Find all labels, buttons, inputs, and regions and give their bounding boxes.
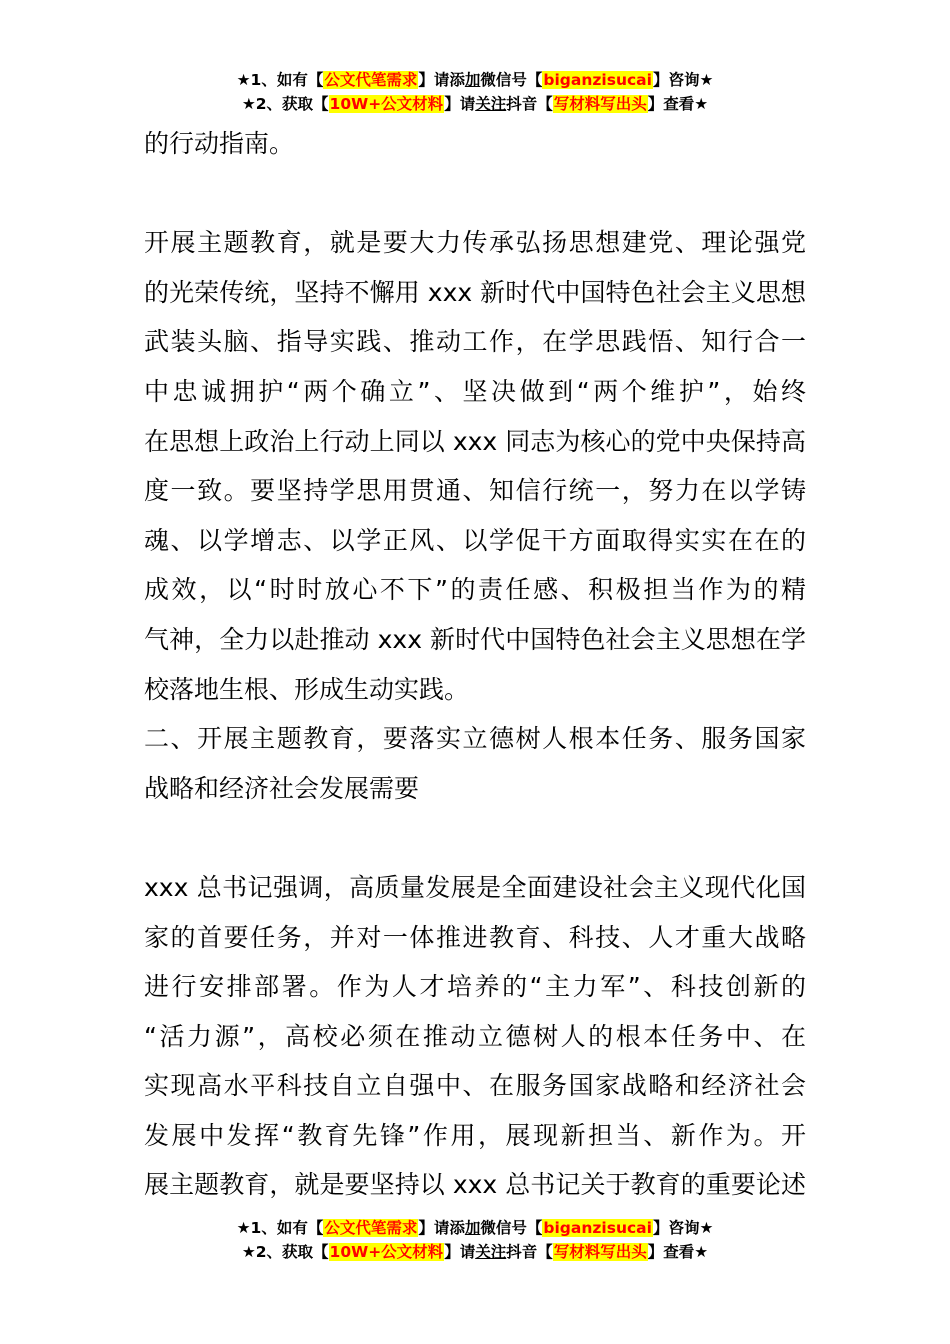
highlight-douyin-account: 写材料写出头 [553,1243,647,1261]
text-line: 的行动指南。 [144,129,295,158]
text-line: 中忠诚拥护“两个确立”、坚决做到“两个维护”，始终 [144,376,806,406]
text-line: 开展主题教育，就是要大力传承弘扬思想建党、理论强党 [144,228,806,258]
text-line: 气神，全力以赴推动 xxx 新时代中国特色社会主义思想在学 [144,624,806,654]
text-line: 度一致。要坚持学思用贯通、知信行统一，努力在以学铸 [144,476,806,506]
highlight-wechat-id: biganzisucai [543,71,652,89]
text-line: 的光荣传统，坚持不懈用 xxx 新时代中国特色社会主义思想 [144,277,806,307]
banner-line-1: ★1、如有【公文代笔需求】请添加微信号【biganzisucai】咨询★ [236,1219,714,1237]
header-banner [0,68,950,116]
text-line: 实现高水平科技自立自强中、在服务国家战略和经济社会 [144,1071,806,1101]
paragraph-2 [144,863,806,1210]
text-line: xxx 总书记强调，高质量发展是全面建设社会主义现代化国 [144,872,806,902]
highlight-writing-service: 公文代笔需求 [324,1219,418,1237]
highlight-writing-service: 公文代笔需求 [324,71,418,89]
highlight-materials: 10W+公文材料 [329,95,444,113]
banner-line-2: ★2、获取【10W+公文材料】请关注抖音【写材料写出头】查看★ [241,1243,709,1261]
banner-line-2: ★2、获取【10W+公文材料】请关注抖音【写材料写出头】查看★ [241,95,709,113]
heading-line: 战略和经济社会发展需要 [144,773,420,803]
text-line: 成效，以“时时放心不下”的责任感、积极担当作为的精 [144,575,806,605]
text-line: 魂、以学增志、以学正风、以学促干方面取得实实在在的 [144,525,806,555]
highlight-douyin-account: 写材料写出头 [553,95,647,113]
text-line: “活力源”，高校必须在推动立德树人的根本任务中、在 [144,1021,806,1051]
footer-banner [0,1216,950,1264]
section-heading-2 [144,714,806,813]
text-line: 家的首要任务，并对一体推进教育、科技、人才重大战略 [144,922,806,952]
document-body [144,119,806,1210]
paragraph-gap [144,169,806,219]
text-line: 进行安排部署。作为人才培养的“主力军”、科技创新的 [144,972,806,1002]
highlight-wechat-id: biganzisucai [543,1219,652,1237]
highlight-materials: 10W+公文材料 [329,1243,444,1261]
text-line: 发展中发挥“教育先锋”作用，展现新担当、新作为。开 [144,1120,806,1150]
heading-line: 二、开展主题教育，要落实立德树人根本任务、服务国家 [144,724,806,754]
paragraph-gap [144,813,806,863]
paragraph-continuation [144,119,806,169]
text-line: 在思想上政治上行动上同以 xxx 同志为核心的党中央保持高 [144,426,806,456]
paragraph-1 [144,218,806,714]
text-line: 校落地生根、形成生动实践。 [144,674,470,704]
text-line: 武装头脑、指导实践、推动工作，在学思践悟、知行合一 [144,327,806,357]
banner-line-1: ★1、如有【公文代笔需求】请添加微信号【biganzisucai】咨询★ [236,71,714,89]
text-line: 展主题教育，就是要坚持以 xxx 总书记关于教育的重要论述 [144,1170,806,1200]
